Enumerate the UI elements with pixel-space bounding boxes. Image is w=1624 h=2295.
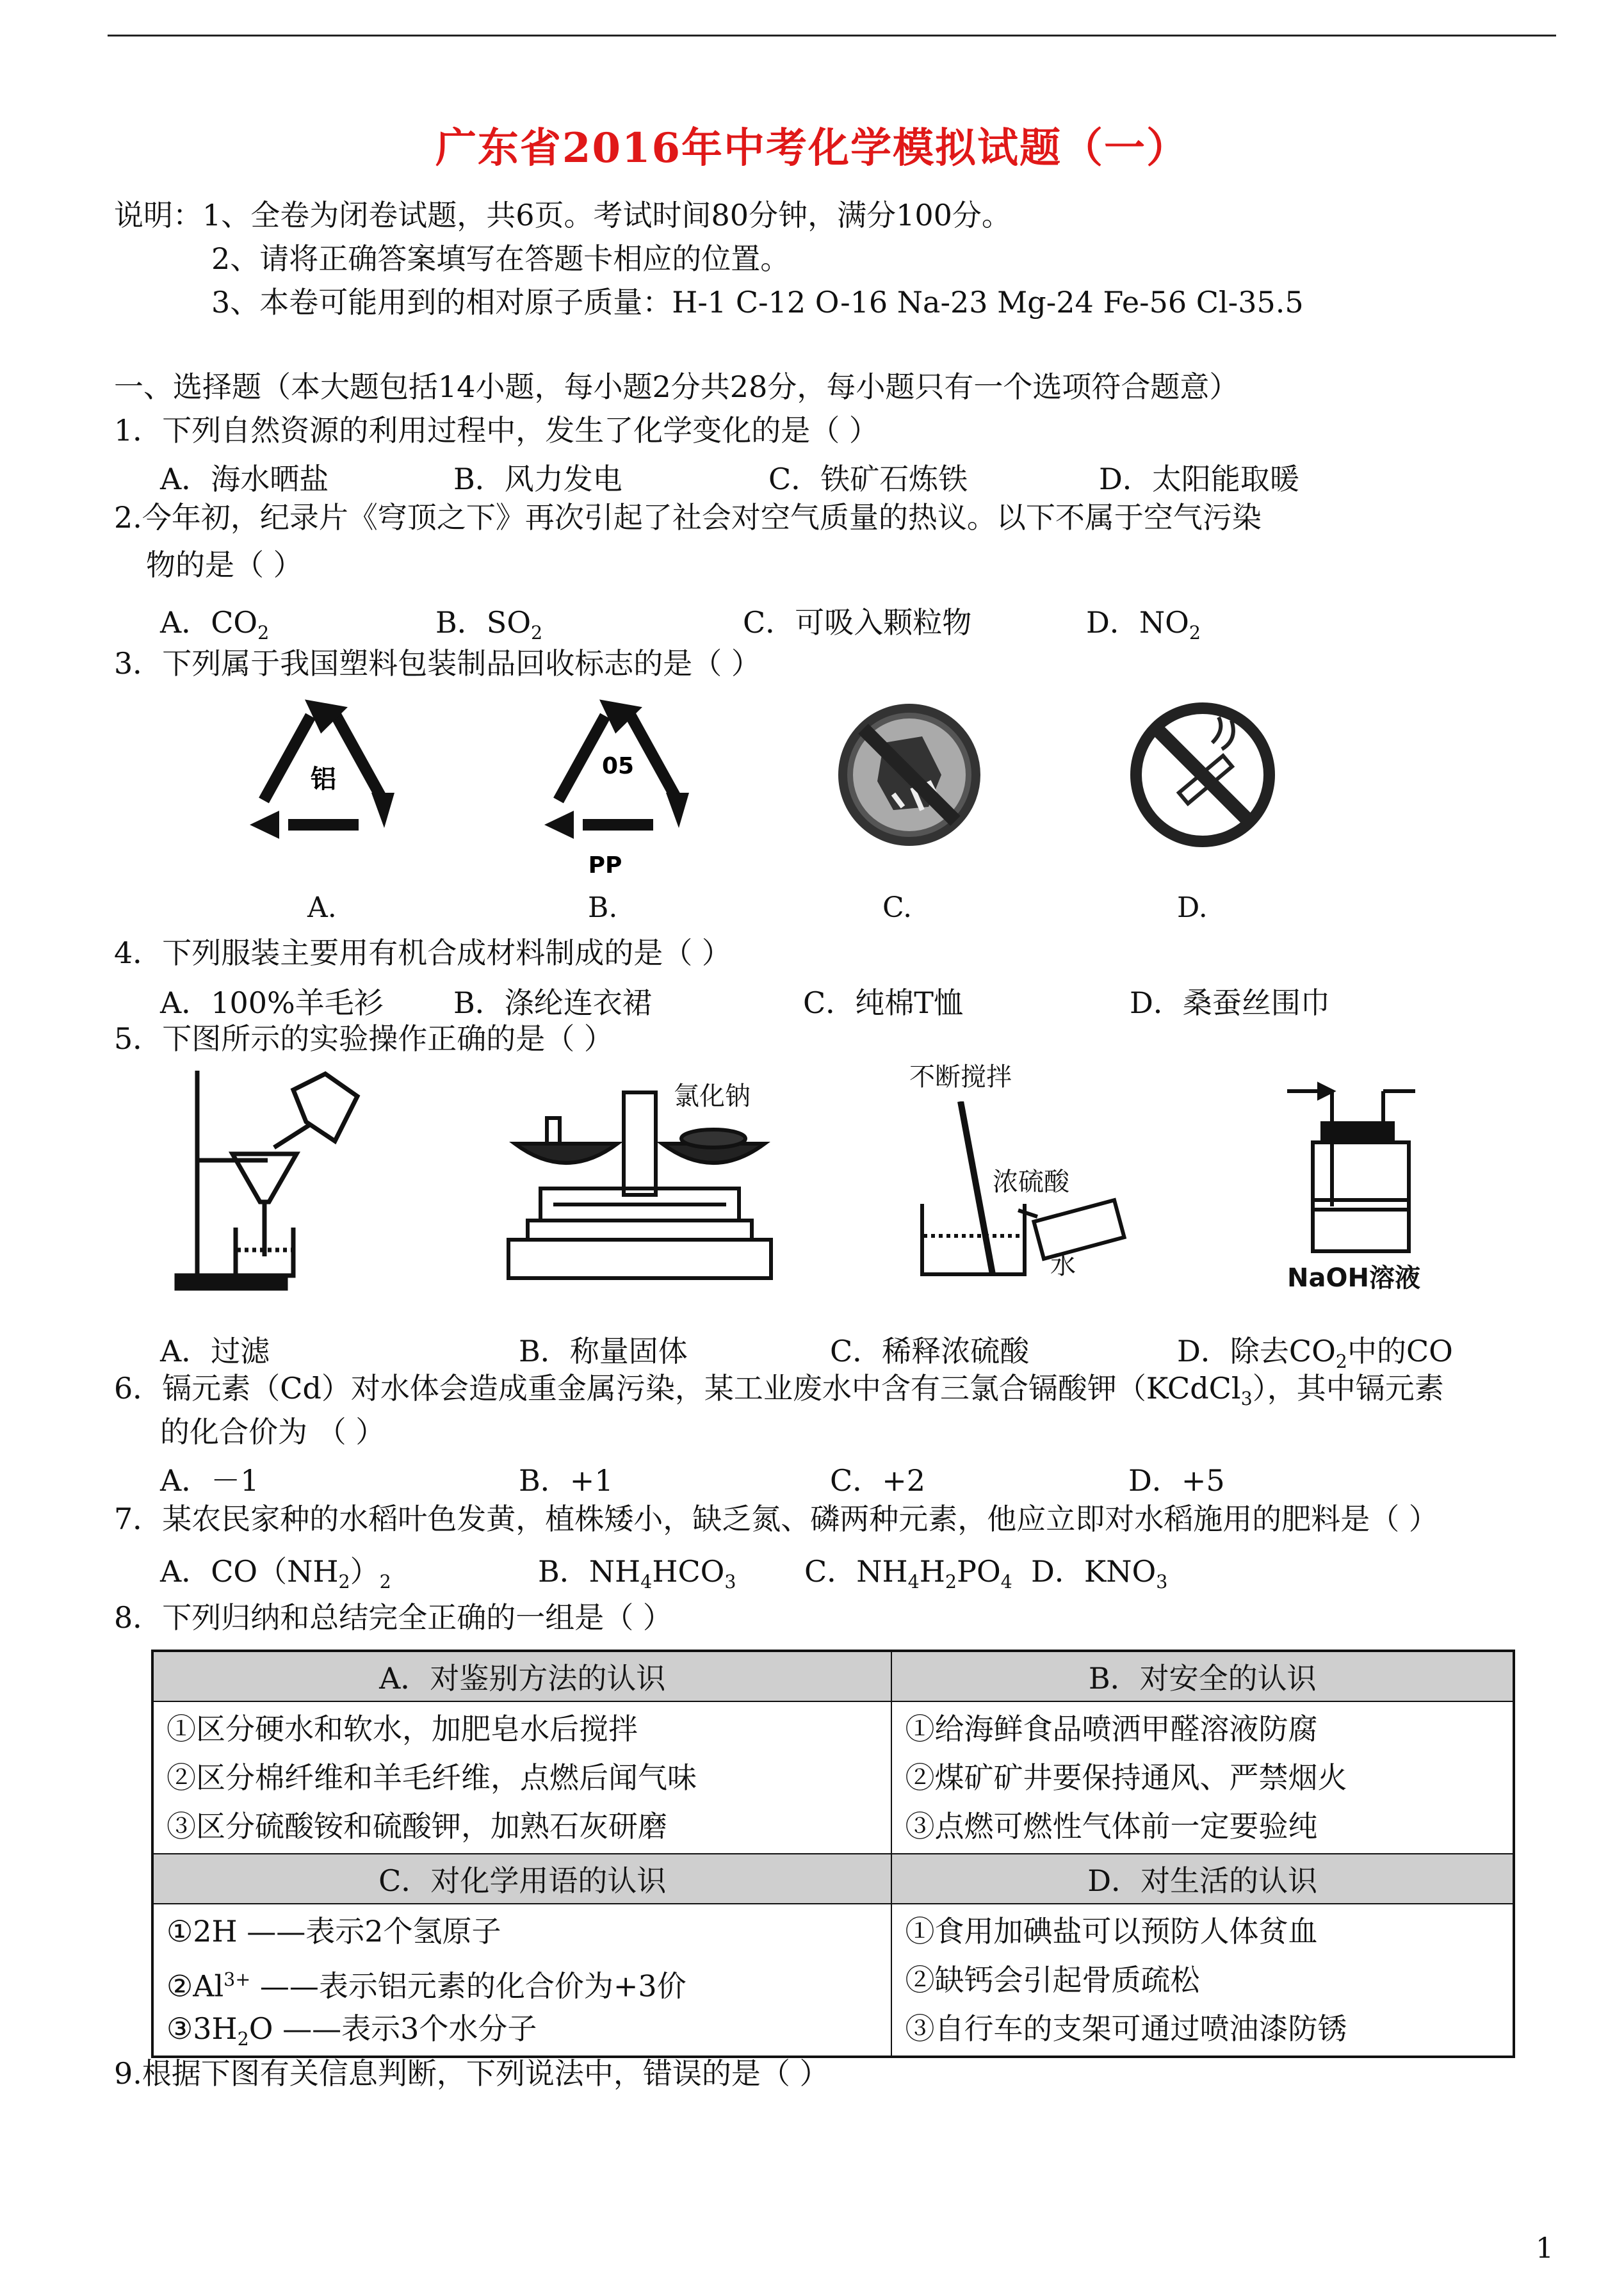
q6-stem-line1: 6．镉元素（Cd）对水体会造成重金属污染，某工业废水中含有三氯合镉酸钾（KCdCl$_3$），其中镉元素	[114, 1371, 1444, 1410]
q1-option-d: D．太阳能取暖	[1099, 462, 1299, 496]
q6-option-b: B．+1	[519, 1463, 613, 1498]
q9-stem: 9.根据下图有关信息判断，下列说法中，错误的是（ ）	[114, 2056, 829, 2091]
instruction-2: 2、请将正确答案填写在答题卡相应的位置。	[211, 241, 790, 276]
q1-option-c: C．铁矿石炼铁	[768, 462, 968, 496]
svg-text:PP: PP	[588, 852, 622, 879]
recycle-symbol-pp	[538, 697, 698, 882]
no-smoking-sign	[1126, 698, 1279, 852]
q7-option-d: D．$KNO_3$	[1031, 1554, 1168, 1593]
q5-stem: 5．下图所示的实验操作正确的是（ ）	[114, 1021, 613, 1056]
q3-label-c: C.	[882, 891, 913, 924]
instruction-3: 3、本卷可能用到的相对原子质量：H-1 C-12 O-16 Na-23 Mg-24 Fe-56 Cl-35.5	[211, 285, 1304, 320]
q2-option-c: C．可吸入颗粒物	[743, 605, 972, 640]
water-label: 水	[1050, 1251, 1076, 1280]
q6-option-a: A．－1	[160, 1463, 259, 1498]
naoh-label: NaOH溶液	[1287, 1263, 1420, 1293]
q8-a3: ③区分硫酸铵和硫酸钾，加熟石灰研磨	[166, 1809, 667, 1844]
q8-b1: ①给海鲜食品喷洒甲醛溶液防腐	[905, 1712, 1318, 1746]
q8-head-a: A．对鉴别方法的认识	[152, 1651, 891, 1701]
q2-option-d: D．$NO_2$	[1086, 605, 1201, 644]
top-rule	[108, 35, 1556, 36]
q8-head-c: C．对化学用语的认识	[152, 1854, 891, 1904]
q3-label-a: A.	[307, 891, 337, 924]
q8-a1: ①区分硬水和软水，加肥皂水后搅拌	[166, 1712, 638, 1746]
section-heading: 一、选择题（本大题包括14小题，每小题2分共28分，每小题只有一个选项符合题意）	[114, 369, 1239, 404]
recycle-triangle-icon	[538, 697, 698, 882]
q8-b3: ③点燃可燃性气体前一定要验纯	[905, 1809, 1318, 1844]
filtration-apparatus	[172, 1064, 364, 1295]
no-littering-sign	[832, 698, 986, 852]
q3-label-d: D.	[1177, 891, 1208, 924]
q8-cell-d	[891, 1904, 1514, 2057]
q2-option-a: A．$CO_2$	[160, 605, 270, 644]
q8-cell-b	[891, 1701, 1514, 1854]
q8-c2: $②Al^{3+}$ ——表示铝元素的化合价为+3价	[166, 1968, 686, 2004]
q6-option-c: C．+2	[830, 1463, 926, 1498]
q6-stem-line2: 的化合价为 （ ）	[160, 1415, 386, 1449]
q8-d2: ②缺钙会引起骨质疏松	[905, 1963, 1200, 1997]
q8-cell-a	[152, 1701, 891, 1854]
recycle-triangle-icon	[243, 697, 403, 850]
svg-text:05: 05	[601, 753, 635, 779]
q1-option-a: A．海水晒盐	[160, 462, 329, 496]
q8-d3: ③自行车的支架可通过喷油漆防锈	[905, 2011, 1347, 2046]
q4-option-c: C．纯棉T恤	[803, 985, 963, 1020]
q1-option-b: B．风力发电	[453, 462, 622, 496]
q5-option-a: A．过滤	[160, 1334, 270, 1368]
q8-head-d: D．对生活的认识	[891, 1854, 1514, 1904]
prohibition-sign-icon	[832, 698, 986, 852]
svg-text:铝: 铝	[311, 765, 336, 794]
q4-option-b: B．涤纶连衣裙	[453, 985, 652, 1020]
gas-bottle-icon	[1287, 1078, 1441, 1258]
q5-option-c: C．稀释浓硫酸	[830, 1334, 1030, 1368]
q8-b2: ②煤矿矿井要保持通风、严禁烟火	[905, 1760, 1347, 1795]
q7-option-c: C．$NH_4H_2PO_4$	[804, 1554, 1012, 1593]
q2-option-b: B．$SO_2$	[435, 605, 543, 644]
q3-label-b: B.	[588, 891, 618, 924]
instruction-1: 说明：1、全卷为闭卷试题，共6页。考试时间80分钟，满分100分。	[114, 198, 1011, 232]
q7-stem: 7．某农民家种的水稻叶色发黄，植株矮小，缺乏氮、磷两种元素，他应立即对水稻施用的肥料是（ ）	[114, 1502, 1438, 1536]
q5-option-d: D．除去$CO_2$中的CO	[1177, 1334, 1453, 1373]
q8-c1: ①2H ——表示2个氢原子	[166, 1914, 501, 1949]
q1-stem: 1．下列自然资源的利用过程中，发生了化学变化的是（ ）	[114, 413, 879, 448]
q8-a2: ②区分棉纤维和羊毛纤维，点燃后闻气味	[166, 1760, 697, 1795]
acid-label: 浓硫酸	[993, 1167, 1069, 1197]
q6-option-d: D．+5	[1128, 1463, 1225, 1498]
q8-cell-c	[152, 1904, 891, 2057]
page-number: 1	[1536, 2232, 1554, 2265]
gas-washing-bottle	[1287, 1078, 1441, 1258]
q8-head-b: B．对安全的认识	[891, 1651, 1514, 1701]
q5-option-b: B．称量固体	[519, 1334, 688, 1368]
stir-label: 不断搅拌	[909, 1062, 1012, 1092]
q4-stem: 4．下列服装主要用有机合成材料制成的是（ ）	[114, 936, 731, 970]
q4-option-d: D．桑蚕丝围巾	[1130, 985, 1330, 1020]
recycle-symbol-aluminum	[243, 697, 403, 850]
q2-stem-line1: 2.今年初，纪录片《穹顶之下》再次引起了社会对空气质量的热议。以下不属于空气污染	[114, 500, 1262, 535]
q3-stem: 3．下列属于我国塑料包装制品回收标志的是（ ）	[114, 646, 761, 681]
no-smoking-icon	[1126, 698, 1279, 852]
q8-table	[151, 1650, 1515, 2058]
q4-option-a: A．100%羊毛衫	[160, 985, 384, 1020]
q8-stem: 8．下列归纳和总结完全正确的一组是（ ）	[114, 1600, 672, 1635]
q2-stem-line2: 物的是（ ）	[146, 547, 303, 582]
filtration-icon	[172, 1064, 364, 1295]
exam-title: 广东省2016年中考化学模拟试题（一）	[435, 124, 1189, 172]
q8-d1: ①食用加碘盐可以预防人体贫血	[905, 1914, 1318, 1949]
q7-option-a: A．$CO(NH_2)_2$	[160, 1554, 391, 1593]
q7-option-b: B．$NH_4HCO_3$	[538, 1554, 736, 1593]
nacl-label: 氯化钠	[674, 1082, 751, 1111]
q8-c3: $③3H_2O$ ——表示3个水分子	[166, 2011, 537, 2050]
